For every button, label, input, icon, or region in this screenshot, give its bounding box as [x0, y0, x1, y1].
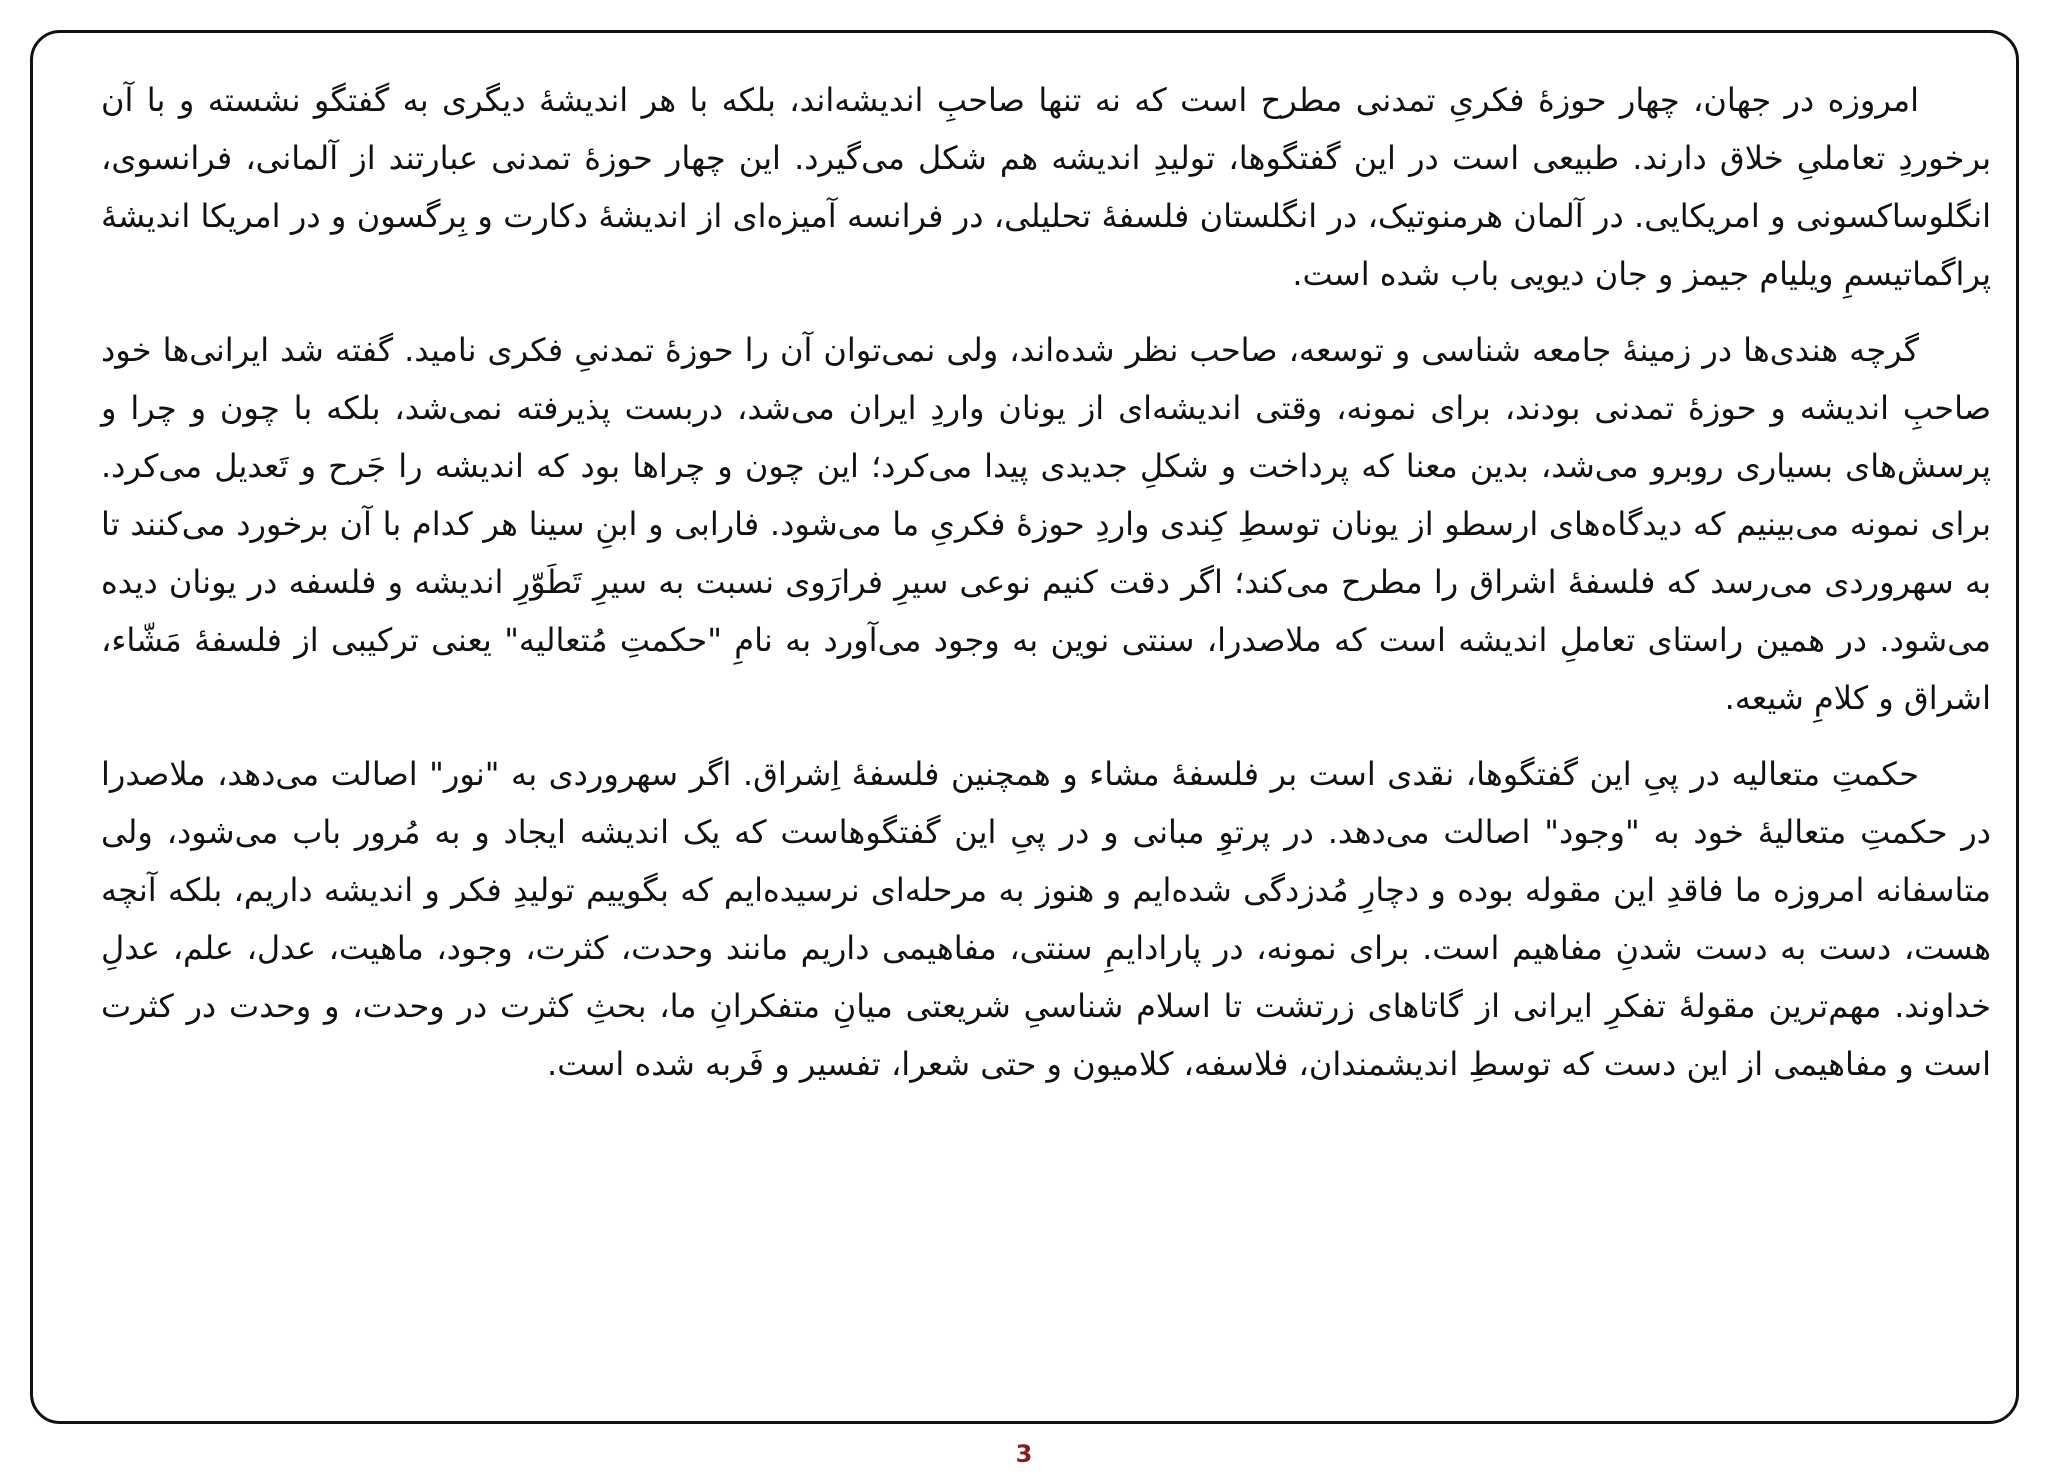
page-number: 3	[1015, 1440, 1033, 1468]
page-frame	[30, 30, 2019, 1424]
paragraph-3: حکمتِ متعالیه در پیِ این گفتگوها، نقدی است بر فلسفهٔ مشاء و همچنین فلسفهٔ اِشراق. اگر سهروردی به "نور" اصالت می‌دهد، ملاصدرا در حکمتِ متعالیهٔ خود به "وجود" اصالت می‌دهد. در پرتوِ مبانی و در پیِ این گفتگوهاست که یک اندیشه ایجاد و به مُرور باب می‌شود، ولی متاسفانه امروزه ما فاقدِ این مقوله بوده و دچارِ مُدزدگی شده‌ایم و هنوز به مرحله‌ای نرسیده‌ایم که بگوییم تولیدِ فکر و اندیشه داریم، بلکه آنچه هست، دست به دست شدنِ مفاهیم است. برای نمونه، در پارادایمِ سنتی، مفاهیمی داریم مانند وحدت، کثرت، وجود، ماهیت، عدل، علم، عدلِ خداوند. مهم‌ترین مقولهٔ تفکرِ ایرانی از گاتاهای زرتشت تا اسلام شناسیِ شریعتی میانِ متفکرانِ ما، بحثِ کثرت در وحدت، و وحدت در کثرت است و مفاهیمی از این دست که توسطِ اندیشمندان، فلاسفه، کلامیون و حتی شعرا، تفسیر و فَربه شده است.	[101, 755, 1991, 1083]
body-text	[101, 71, 1991, 1111]
paragraph-1: امروزه در جهان، چهار حوزهٔ فکریِ تمدنی مطرح است که نه تنها صاحبِ اندیشه‌اند، بلکه با هر اندیشهٔ دیگری به گفتگو نشسته و با آن برخوردِ تعاملیِ خلاق دارند. طبیعی است در این گفتگوها، تولیدِ اندیشه هم شکل می‌گیرد. این چهار حوزهٔ تمدنی عبارتند از آلمانی، فرانسوی، انگلوساکسونی و امریکایی. در آلمان هرمنوتیک، در انگلستان فلسفهٔ تحلیلی، در فرانسه آمیزه‌ای از اندیشهٔ دکارت و بِرگسون و در امریکا اندیشهٔ پراگماتیسمِ ویلیام جیمز و جان دیویی باب شده است.	[101, 81, 1991, 293]
paragraph-2: گرچه هندی‌ها در زمینهٔ جامعه شناسی و توسعه، صاحب نظر شده‌اند، ولی نمی‌توان آن را حوزهٔ تمدنیِ فکری نامید. گفته شد ایرانی‌ها خود صاحبِ اندیشه و حوزهٔ تمدنی بودند، برای نمونه، وقتی اندیشه‌ای از یونان واردِ ایران می‌شد، دربست پذیرفته نمی‌شد، بلکه با چون و چرا و پرسش‌های بسیاری روبرو می‌شد، بدین معنا که پرداخت و شکلِ جدیدی پیدا می‌کرد؛ این چون و چراها بود که اندیشه را جَرح و تَعدیل می‌کرد. برای نمونه می‌بینیم که دیدگاه‌های ارسطو از یونان توسطِ کِندی واردِ حوزهٔ فکریِ ما می‌شود. فارابی و ابنِ سینا هر کدام با آن برخورد می‌کنند تا به سهروردی می‌رسد که فلسفهٔ اشراق را مطرح می‌کند؛ اگر دقت کنیم نوعی سیرِ فرارَوی نسبت به سیرِ تَطَوّرِ اندیشه و فلسفه در یونان دیده می‌شود. در همین راستای تعاملِ اندیشه است که ملاصدرا، سنتی نوین به وجود می‌آورد به نامِ "حکمتِ مُتعالیه" یعنی ترکیبی از فلسفهٔ مَشّاء، اشراق و کلامِ شیعه.	[101, 331, 1991, 717]
